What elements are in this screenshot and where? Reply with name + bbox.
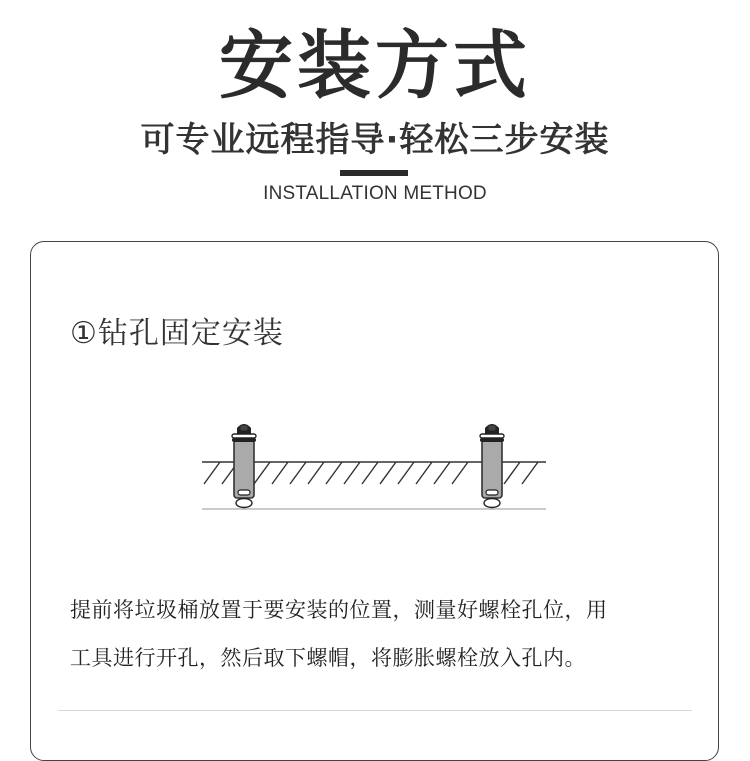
- description-line: 工具进行开孔，然后取下螺帽，将膨胀螺栓放入孔内。: [70, 646, 586, 670]
- step-description: [70, 586, 710, 682]
- page-title: 安装方式: [219, 23, 531, 109]
- expansion-bolt-left: [232, 424, 256, 508]
- bolt-installation-illustration: [190, 410, 560, 520]
- english-heading: INSTALLATION METHOD: [263, 183, 487, 204]
- bottom-divider: [58, 710, 692, 711]
- expansion-bolt-right: [480, 424, 504, 508]
- page-subtitle: 可专业远程指导·轻松三步安装: [140, 120, 610, 160]
- title-divider: [340, 170, 408, 176]
- step-title: ①钻孔固定安装: [70, 316, 284, 351]
- description-line: 提前将垃圾桶放置于要安装的位置，测量好螺栓孔位，用: [70, 598, 608, 622]
